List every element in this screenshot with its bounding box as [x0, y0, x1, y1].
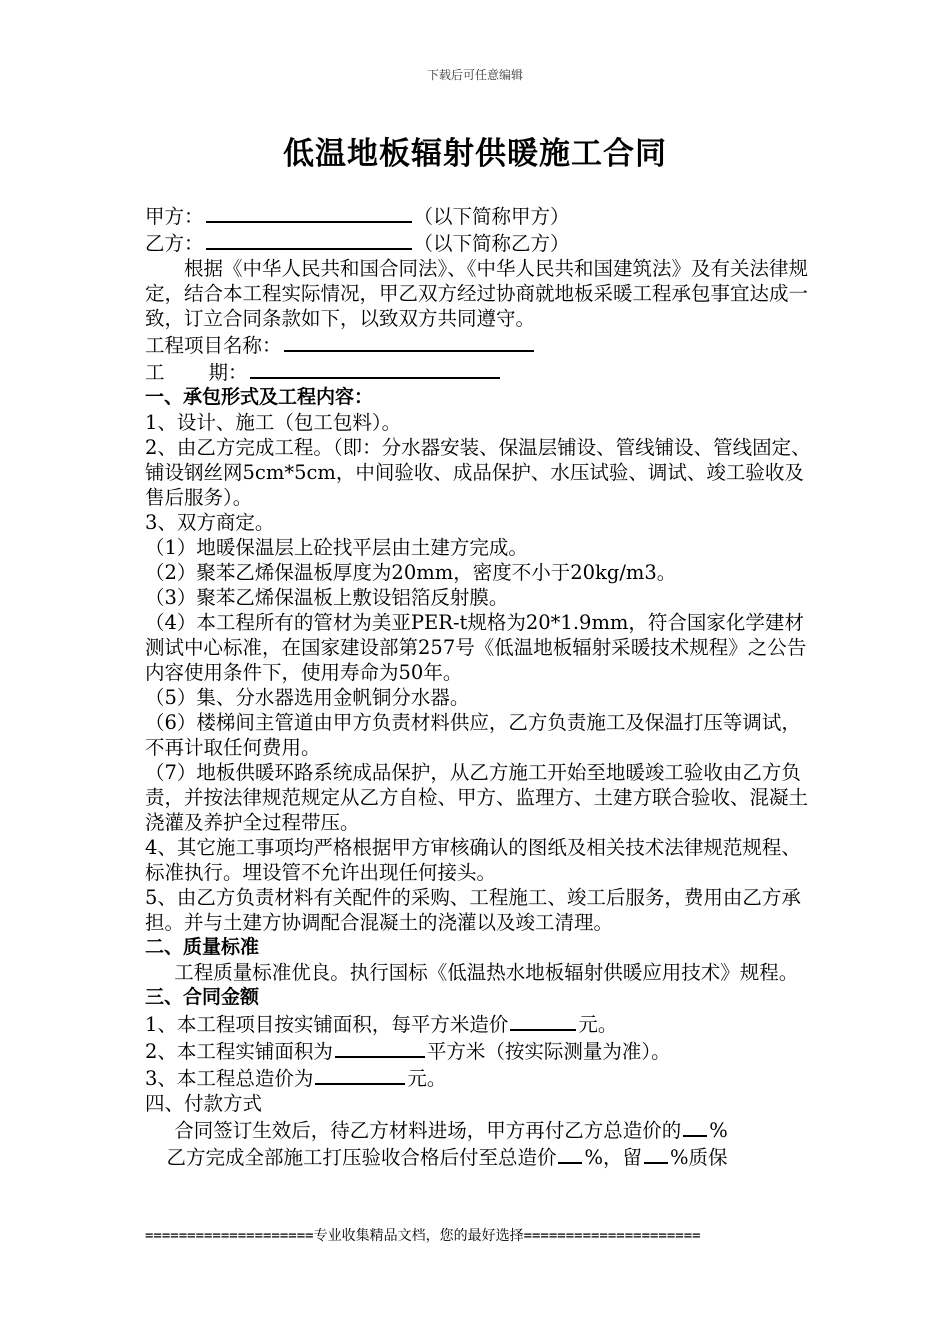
section-4-line-1-text: 合同签订生效后，待乙方材料进场，甲方再付乙方总造价的	[174, 1119, 682, 1142]
party-a-blank[interactable]	[206, 202, 412, 223]
section-1-item-2: 2、由乙方完成工程。（即：分水器安装、保温层铺设、管线铺设、管线固定、铺设钢丝网5cm*5cm，中间验收、成品保护、水压试验、调试、竣工验收及售后服务）。	[145, 436, 811, 509]
section-3-item-1-text: 1、本工程项目按实铺面积，每平方米造价	[145, 1013, 509, 1036]
party-b-suffix: （以下简称乙方）	[413, 232, 570, 255]
project-name-blank[interactable]	[284, 331, 534, 352]
retention-blank[interactable]	[644, 1143, 668, 1164]
header-note: 下载后可任意编辑	[426, 68, 523, 82]
section-4-line-2-mid: %，留	[584, 1146, 642, 1169]
section-3-item-2-unit: 平方米（按实际测量为准）。	[426, 1040, 671, 1063]
section-4-line-2-end: %质保	[669, 1146, 728, 1169]
section-3-item-2-text: 2、本工程实铺面积为	[145, 1040, 333, 1063]
total-price-blank[interactable]	[315, 1064, 405, 1085]
duration-blank[interactable]	[250, 358, 500, 379]
section-1-sub-3: （3）聚苯乙烯保温板上敷设铝箔反射膜。	[145, 586, 509, 609]
party-a-label: 甲方：	[145, 205, 204, 228]
area-blank[interactable]	[335, 1037, 425, 1058]
duration-label-a: 工	[145, 361, 165, 384]
duration-line	[145, 358, 813, 385]
section-1-sub-2: （2）聚苯乙烯保温板厚度为20mm，密度不小于20kg/m3。	[145, 561, 677, 584]
section-1-sub-7: （7）地板供暖环路系统成品保护，从乙方施工开始至地暖竣工验收由乙方负责，并按法律规范规定从乙方自检、甲方、监理方、土建方联合验收、混凝土浇灌及养护全过程带压。	[145, 761, 809, 834]
party-b-blank[interactable]	[206, 229, 412, 250]
section-3-item-2	[145, 1037, 813, 1064]
document-title: 低温地板辐射供暖施工合同	[283, 136, 667, 172]
unit-price-blank[interactable]	[510, 1010, 576, 1031]
section-1-sub-6: （6）楼梯间主管道由甲方负责材料供应，乙方负责施工及保温打压等调试，不再计取任何费用。	[145, 711, 801, 759]
section-4-line-1	[145, 1116, 813, 1143]
section-1-sub-1: （1）地暖保温层上砼找平层由土建方完成。	[145, 536, 528, 559]
section-1-item-5: 5、由乙方负责材料有关配件的采购、工程施工、竣工后服务，费用由乙方承担。并与土建方协调配合混凝土的浇灌以及竣工清理。	[145, 886, 801, 934]
section-3-item-1-unit: 元。	[578, 1013, 618, 1036]
party-b-label: 乙方：	[145, 232, 204, 255]
section-3-item-3-text: 3、本工程总造价为	[145, 1067, 314, 1090]
second-payment-blank[interactable]	[558, 1143, 582, 1164]
section-1-sub-4: （4）本工程所有的管材为美亚PER-t规格为20*1.9mm，符合国家化学建材测试中心标准，在国家建设部第257号《低温地板辐射采暖技术规程》之公告内容使用条件下，使用寿命为50年。	[145, 611, 807, 684]
section-3-item-3-unit: 元。	[407, 1067, 447, 1090]
section-3-item-3	[145, 1064, 813, 1091]
footer-banner: ====================专业收集精品文档，您的最好选择=====================	[145, 1228, 701, 1244]
section-1-item-1: 1、设计、施工（包工包料）。	[145, 411, 402, 434]
section-2-heading: 二、质量标准	[145, 936, 260, 958]
first-payment-blank[interactable]	[683, 1116, 707, 1137]
section-4-line-2	[145, 1143, 813, 1170]
section-3-heading: 三、合同金额	[145, 986, 260, 1008]
section-3-item-1	[145, 1010, 813, 1037]
section-1-item-3: 3、双方商定。	[145, 511, 275, 534]
section-1-heading: 一、承包形式及工程内容：	[145, 386, 374, 408]
project-name-line	[145, 331, 813, 358]
section-2-text: 工程质量标准优良。执行国标《低温热水地板辐射供暖应用技术》规程。	[174, 961, 799, 984]
section-1-item-4: 4、其它施工事项均严格根据甲方审核确认的图纸及相关技术法律规范规程、标准执行。埋设管不允许出现任何接头。	[145, 836, 801, 884]
preamble-paragraph: 根据《中华人民共和国合同法》、《中华人民共和国建筑法》及有关法律规定，结合本工程实际情况，甲乙双方经过协商就地板采暖工程承包事宜达成一致，订立合同条款如下，以致双方共同遵守。	[145, 257, 809, 330]
section-1-sub-5: （5）集、分水器选用金帆铜分水器。	[145, 686, 470, 709]
party-a-suffix: （以下简称甲方）	[413, 205, 570, 228]
section-4-heading: 四、付款方式	[145, 1092, 263, 1115]
party-b-line	[145, 229, 813, 256]
duration-label-b: 期：	[208, 361, 248, 384]
project-name-label: 工程项目名称：	[145, 334, 282, 357]
section-4-line-1-unit: %	[709, 1119, 728, 1142]
party-a-line	[145, 202, 813, 229]
contract-body	[145, 202, 813, 1170]
section-4-line-2-text: 乙方完成全部施工打压验收合格后付至总造价	[166, 1146, 557, 1169]
